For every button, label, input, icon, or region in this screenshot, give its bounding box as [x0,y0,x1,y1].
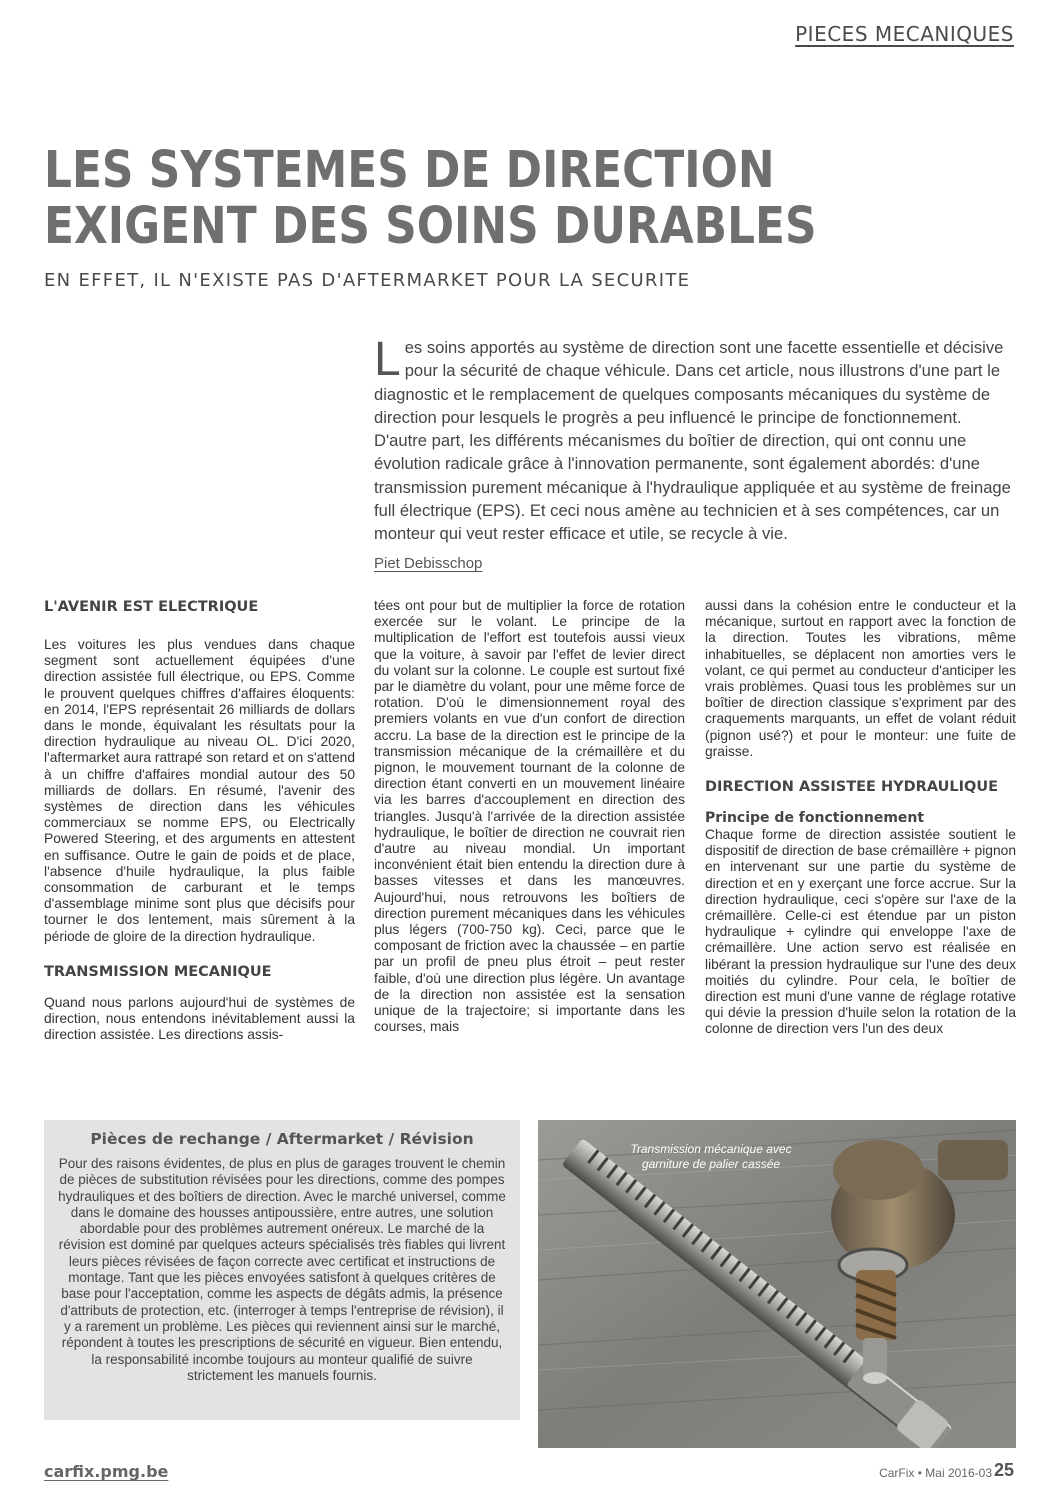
column-2 [374,598,685,1103]
drop-cap: L [374,333,401,386]
article-intro [374,333,1016,546]
photo-caption-line-2: garniture de palier cassée [641,1157,781,1171]
steering-rack-photo [538,1120,1016,1448]
footer-publication: CarFix • Mai 2016-03 [879,1466,992,1480]
paragraph: aussi dans la cohésion entre le conducteur et la mécanique, surtout en rapport avec la fonction de la direction. Toutes les vibrations, même inhabituelles, se déplacent non amorties vers le volant, ce qui permet au conducteur d'anticiper les vrais problèmes. Quasi tous les problèmes sur un boîtier de direction classique s'expriment par des craquements marquants, un effet de volant réduit (pignon usé?) et pour le monteur: une fuite de graisse. [705,598,1016,759]
article-title [44,143,887,255]
heading-transmission-mecanique: TRANSMISSION MECANIQUE [44,963,272,980]
title-line-2: EXIGENT DES SOINS DURABLES [44,197,817,256]
sidebar-box-title: Pièces de rechange / Aftermarket / Révision [90,1130,474,1148]
intro-text: es soins apportés au système de direction sont une facette essentielle et décisive pour la sécurité de chaque véhicule. Dans cet article, nous illustrons d'une part le diagnostic et le remplacement de quelques composants mécaniques du système de direction pour lesquels le progrès a peu influencé le principe de fonctionnement. D'autre part, les différents mécanismes du boîtier de direction, qui ont connu une évolution radicale grâce à l'innovation permanente, sont également abordés: d'une transmission purement mécanique à l'hydraulique appliquée et au système de freinage full électrique (EPS). Et ceci nous amène au technicien et à ses compétences, car un monteur qui veut rester efficace et utile, se recycle à vie. [374,338,1011,544]
page-number: 25 [993,1460,1014,1480]
subheading-principe: Principe de fonctionnement [705,810,925,827]
sidebar-box-text: Pour des raisons évidentes, de plus en plus de garages trouvent le chemin de pièces de substitution révisées pour les directions, comme des pompes hydrauliques et des boîtiers de direction. Avec le marché universel, comme dans le domaine des housses antipoussière, entre autres, une solution abordable pour des problèmes autrement onéreux. Le marché de la révision est dominé par quelques acteurs spécialisés très fiables qui livrent leurs pièces révisées de façon correcte avec certificat et instructions de montage. Tant que les pièces envoyées satisfont à quelques critères de base pour l'acceptation, comme les aspects de dégâts admis, la présence d'attributs de protection, etc. (interroger à temps l'entreprise de révision), il y a rarement un problème. Les pièces qui reviennent ainsi sur le marché, répondent à toutes les prescriptions de sécurité en vigueur. Bien entendu, la responsabilité incombe toujours au monteur qualifié de suivre strictement les manuels fournis. [58,1156,506,1383]
author-link[interactable]: Piet Debisschop [374,555,483,572]
photo-illustration [538,1120,1016,1448]
column-3 [705,598,1016,1103]
sidebar-box [44,1120,520,1420]
column-1 [44,598,355,1103]
paragraph: Quand nous parlons aujourd'hui de systèmes de direction, nous entendons inévitablement aussi la direction assistée. Les directions assis- [44,994,355,1043]
paragraph: Chaque forme de direction assistée soutient le dispositif de direction de base crémaillère + pignon en intervenant sur une partie du système de direction et en y exerçant une force accrue. Sur la direction hydraulique, ceci s'opère sur l'axe de la crémaillère. Celle-ci est étendue par un piston hydraulique + cylindre qui enveloppe l'axe de crémaillère. Une action servo est réalisée en libérant la pression hydraulique sur l'une des deux moitiés du cylindre. Pour cela, le boîtier de direction est muni d'une vanne de réglage rotative qui dévie la pression d'huile selon la rotation de la colonne de direction vers l'un des deux [705,827,1016,1037]
section-tag: PIECES MECANIQUES [795,22,1014,46]
article-subtitle: EN EFFET, IL N'EXISTE PAS D'AFTERMARKET POUR LA SECURITE [44,270,691,291]
paragraph: Les voitures les plus vendues dans chaque segment sont actuellement équipées d'une direction assistée full électrique, ou EPS. Comme le prouvent quelques chiffres d'affaires éloquents: en 2014, l'EPS représentait 26 milliards de dollars dans le monde, équivalant les résultats pour la direction hydraulique au niveau OL. D'ici 2020, l'aftermarket aura rattrapé son retard et on s'attend à un chiffre d'affaires mondial autour des 50 milliards de dollars. En résumé, l'avenir des systèmes de direction dans les véhicules commerciaux se nomme EPS, ou Electrically Powered Steering, et des arguments en attestent en suffisance. Outre le gain de poids et de place, l'absence d'huile hydraulique, la plus faible consommation de carburant et le temps d'assemblage minime sont plus que décisifs pour tourner le dos lentement, mais sûrement à la période de gloire de la direction hydraulique. [44,637,355,944]
heading-direction-assistee-hydraulique: DIRECTION ASSISTEE HYDRAULIQUE [705,779,999,796]
heading-avenir-electrique: L'AVENIR EST ELECTRIQUE [44,599,259,615]
paragraph: tées ont pour but de multiplier la force de rotation exercée sur le volant. Le principe de la multiplication de l'effort est toutefois aussi vieux que la voiture, à savoir par l'effet de levier direct du volant sur la colonne. Le couple est surtout fixé par le diamètre du volant, pour une même force de rotation. D'où le dimensionnement royal des premiers volants en vue d'un confort de direction accru. La base de la direction est le principe de la transmission mécanique de la crémaillère et du pignon, le mouvement tournant de la colonne de direction étant converti en un mouvement linéaire via les barres d'accouplement en direction des triangles. Jusqu'à l'arrivée de la direction assistée hydraulique, le boîtier de direction ne couvrait rien d'autre au niveau mondial. Un important inconvénient était bien entendu la direction dure à basses vitesses et dans les manœuvres. Aujourd'hui, nous retrouvons les boîtiers de direction purement mécaniques dans les véhicules plus légers (700-750 kg). Ceci, parce que le composant de friction avec la chaussée – en partie par un profil de pneu plus étroit – peut rester faible, d'où une direction plus légère. Un avantage de la direction non assistée est la sensation unique de la trajectoire; si importante dans les courses, mais [374,598,685,1035]
photo-caption-line-1: Transmission mécanique avec [630,1142,792,1156]
title-line-1: LES SYSTEMES DE DIRECTION [44,141,775,200]
footer-url-link[interactable]: carfix.pmg.be [44,1462,169,1481]
